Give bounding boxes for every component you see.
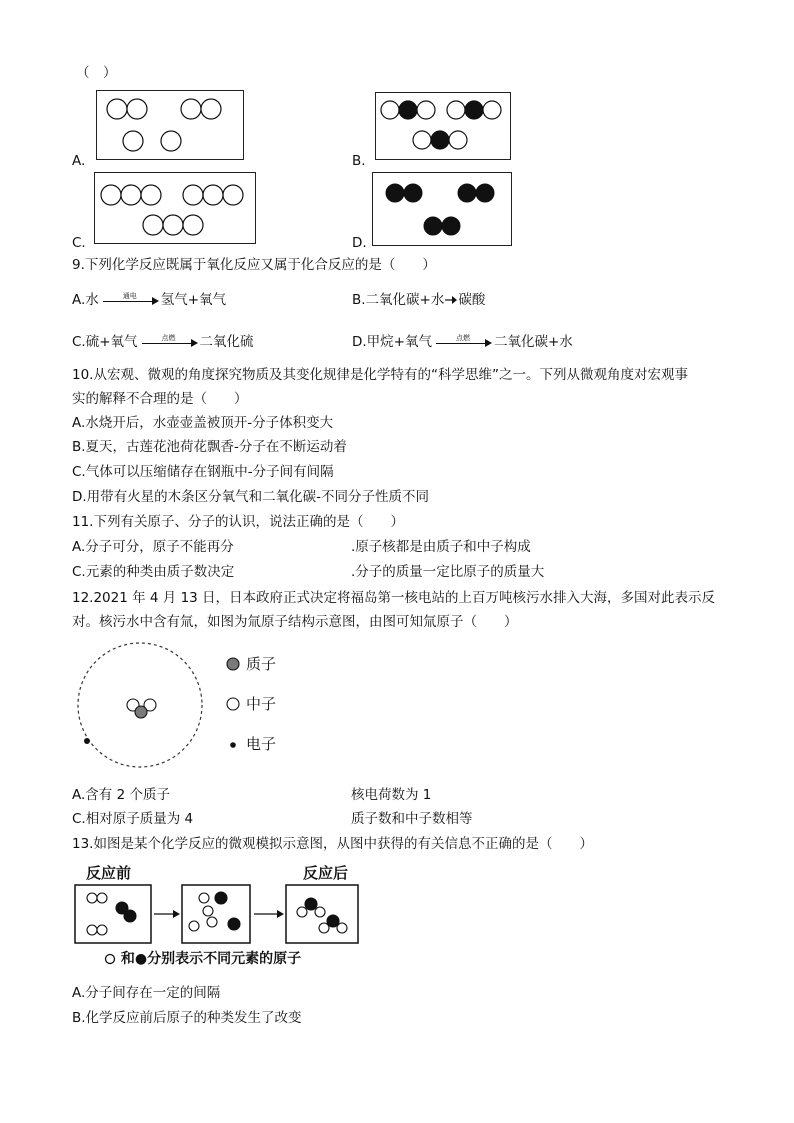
q12-option-c: C.相对原子质量为 4: [72, 811, 194, 827]
q13-stem: 13.如图是某个化学反应的微观模拟示意图，从图中获得的有关信息不正确的是（ ）: [72, 836, 593, 852]
tritium-atom-diagram: [70, 642, 350, 772]
before-box: [75, 885, 151, 943]
q11-option-a: A.分子可分，原子不能再分: [72, 539, 234, 555]
q13-caption: [104, 950, 301, 968]
q9-option-b: [352, 291, 485, 309]
q9-stem: 9.下列化学反应既属于氧化反应又属于化合反应的是（ ）: [72, 257, 436, 273]
q13-label-after: 反应后: [303, 864, 349, 882]
arrow-right-icon: [445, 295, 457, 305]
q11-option-c: C.元素的种类由质子数决定: [72, 564, 235, 580]
legend-neutron-icon: [227, 698, 239, 710]
q10-option-d: D.用带有火星的木条区分氧气和二氧化碳-不同分子性质不同: [72, 489, 430, 505]
electron-dot: [84, 738, 90, 744]
q9-c-condition: 点燃: [161, 334, 176, 342]
q9-option-d: [352, 333, 573, 351]
q13-option-b: B.化学反应前后原子的种类发生了改变: [72, 1010, 302, 1026]
q11-option-d: .分子的质量一定比原子的质量大: [351, 564, 545, 580]
q8-option-c-label: C.: [72, 235, 86, 251]
reaction-arrow-icon: [434, 335, 492, 349]
q10-stem-line1: 10.从宏观、微观的角度探究物质及其变化规律是化学特有的“科学思维”之一。下列从微观角度对宏观事: [72, 367, 688, 383]
q9-option-a: [72, 291, 226, 309]
q8-option-c-molecules: [95, 173, 255, 243]
q8-answer-paren: （ ）: [76, 65, 117, 81]
proton-circle: [135, 706, 147, 718]
q9-b-reactant: B.二氧化碳+水: [352, 292, 445, 308]
q9-a-product: 氢气+氧气: [160, 292, 227, 308]
q12-option-d: 质子数和中子数相等: [351, 811, 473, 827]
q8-option-a-label: A.: [72, 153, 86, 169]
q10-option-c: C.气体可以压缩储存在钢瓶中-分子间有间隔: [72, 464, 334, 480]
q10-option-a: A.水烧开后，水壶壶盖被顶开-分子体积变大: [72, 415, 334, 431]
legend-proton-label: 质子: [246, 655, 277, 673]
legend-proton-icon: [227, 658, 239, 670]
q8-option-b-molecules: [376, 93, 510, 159]
q13-option-a: A.分子间存在一定的间隔: [72, 985, 221, 1001]
q9-d-product: 二氧化碳+水: [494, 334, 573, 350]
q8-option-d-label: D.: [352, 235, 367, 251]
legend-electron-label: 电子: [246, 735, 277, 753]
q8-option-a-diagram: [96, 90, 244, 160]
legend-neutron-label: 中子: [246, 695, 277, 713]
q9-a-condition: 通电: [122, 292, 137, 300]
q13-caption-text: 和●分别表示不同元素的原子: [120, 951, 302, 967]
open-circle-icon: [104, 953, 116, 965]
q10-option-b: B.夏天，古莲花池荷花飘香-分子在不断运动着: [72, 439, 347, 455]
q9-c-product: 二氧化硫: [199, 334, 254, 350]
q8-option-a-molecules: [97, 91, 243, 159]
q8-option-d-diagram: [372, 172, 512, 246]
q12-option-b: 核电荷数为 1: [351, 787, 432, 803]
q8-option-b-diagram: [375, 92, 511, 160]
reaction-micro-diagram: [74, 884, 364, 946]
q9-a-reactant: A.水: [72, 292, 99, 308]
middle-box: [182, 885, 250, 943]
q9-d-condition: 点燃: [456, 334, 470, 342]
q9-option-c: [72, 333, 254, 351]
q12-stem-line1: 12.2021 年 4 月 13 日，日本政府正式决定将福岛第一核电站的上百万吨核污水排入大海，多国对此表示反: [72, 590, 716, 606]
q8-option-b-label: B.: [352, 153, 366, 169]
legend-electron-icon: [230, 742, 236, 748]
q12-option-a: A.含有 2 个质子: [72, 787, 170, 803]
q11-option-b: .原子核都是由质子和中子构成: [351, 539, 531, 555]
q11-stem: 11.下列有关原子、分子的认识，说法正确的是（ ）: [72, 514, 404, 530]
reaction-arrow-icon: [101, 293, 159, 307]
electron-orbit: [78, 643, 202, 767]
q8-option-c-diagram: [94, 172, 256, 244]
q9-d-reactant: D.甲烷+氧气: [352, 334, 432, 350]
q13-label-before: 反应前: [86, 864, 132, 882]
q9-b-product: 碳酸: [458, 292, 486, 308]
q8-option-d-molecules: [373, 173, 511, 245]
q10-stem-line2: 实的解释不合理的是（ ）: [72, 391, 248, 407]
reaction-arrow-icon: [140, 335, 198, 349]
q12-stem-line2: 对。核污水中含有氚，如图为氚原子结构示意图，由图可知氚原子（ ）: [72, 614, 518, 630]
q9-c-reactant: C.硫+氧气: [72, 334, 138, 350]
